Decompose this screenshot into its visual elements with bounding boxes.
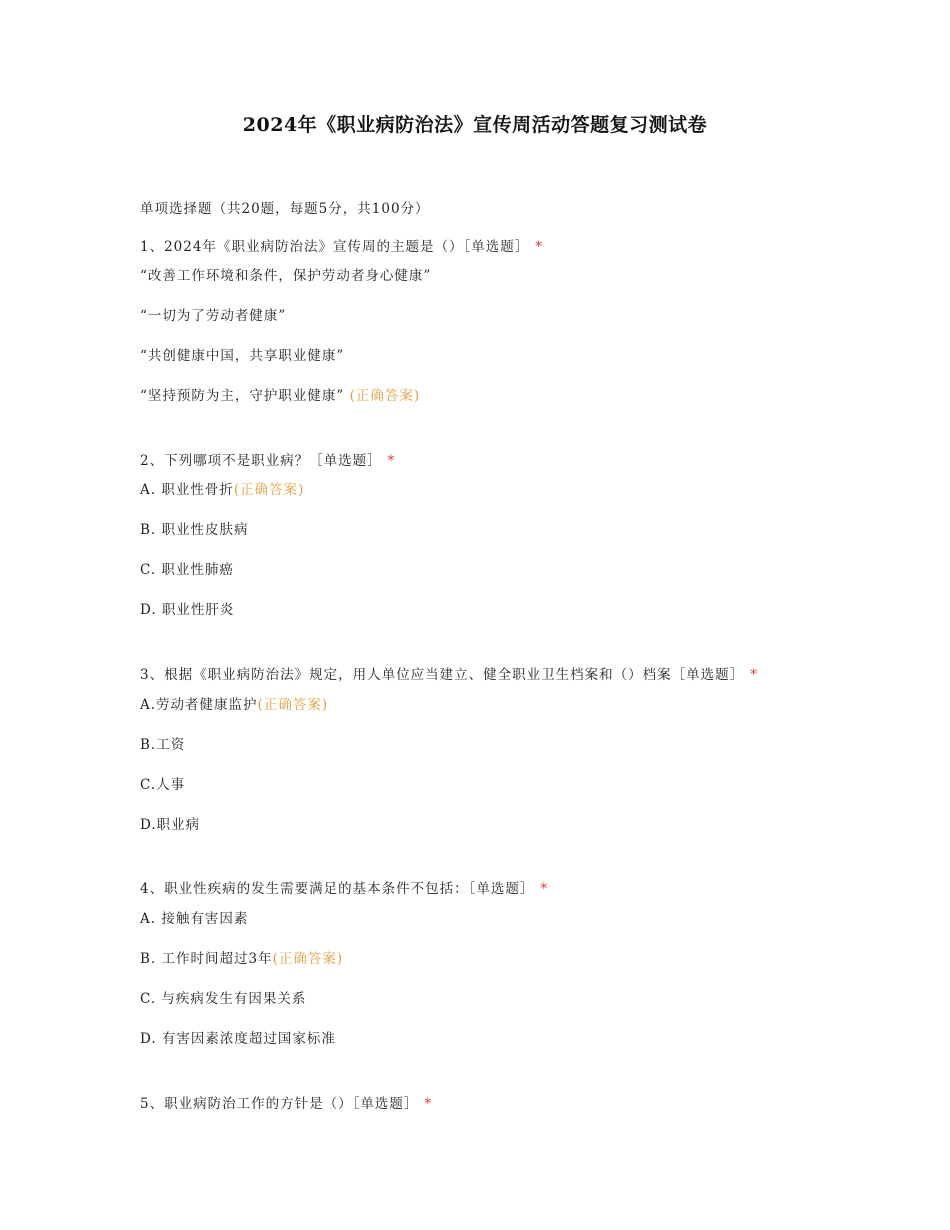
- question-text: 4、职业性疾病的发生需要满足的基本条件不包括：［单选题］: [140, 881, 535, 897]
- option: A. 职业性骨折(正确答案): [140, 482, 305, 498]
- question-text: 5、职业病防治工作的方针是（）［单选题］: [140, 1096, 419, 1112]
- correct-answer-tag: (正确答案): [272, 951, 344, 967]
- option: C. 与疾病发生有因果关系: [140, 991, 307, 1007]
- required-star: *: [424, 1096, 433, 1112]
- question-2: [140, 449, 395, 469]
- option: B.工资: [140, 737, 186, 753]
- question-1: [140, 235, 543, 255]
- option: B. 工作时间超过3年(正确答案): [140, 951, 344, 967]
- page-title: 2024年《职业病防治法》宣传周活动答题复习测试卷: [242, 114, 708, 136]
- correct-answer-tag: (正确答案): [349, 388, 421, 404]
- option: C. 职业性肺癌: [140, 562, 234, 578]
- option: A. 接触有害因素: [140, 911, 249, 927]
- option: A.劳动者健康监护(正确答案): [140, 697, 329, 713]
- option: “一切为了劳动者健康”: [140, 308, 287, 324]
- correct-answer-tag: (正确答案): [257, 697, 329, 713]
- question-text: 2、下列哪项不是职业病？［单选题］: [140, 453, 382, 469]
- question-text: 1、2024年《职业病防治法》宣传周的主题是（）［单选题］: [140, 239, 530, 255]
- option: D. 职业性肝炎: [140, 602, 235, 618]
- correct-answer-tag: (正确答案): [233, 482, 305, 498]
- option: D.职业病: [140, 817, 201, 833]
- option: B. 职业性皮肤病: [140, 522, 249, 538]
- question-3: [140, 663, 758, 683]
- question-text: 3、根据《职业病防治法》规定，用人单位应当建立、健全职业卫生档案和（）档案［单选题］: [140, 667, 745, 683]
- option: “坚持预防为主，守护职业健康” (正确答案): [140, 388, 421, 404]
- required-star: *: [387, 453, 396, 469]
- question-4: [140, 877, 548, 897]
- required-star: *: [750, 667, 758, 683]
- required-star: *: [540, 881, 549, 897]
- question-5: [140, 1092, 432, 1112]
- option: “改善工作环境和条件，保护劳动者身心健康”: [140, 268, 432, 284]
- option: D. 有害因素浓度超过国家标准: [140, 1031, 336, 1047]
- option: C.人事: [140, 777, 186, 793]
- option: “共创健康中国，共享职业健康”: [140, 348, 345, 364]
- required-star: *: [535, 239, 543, 255]
- section-heading: 单项选择题（共20题，每题5分，共100分）: [140, 201, 430, 217]
